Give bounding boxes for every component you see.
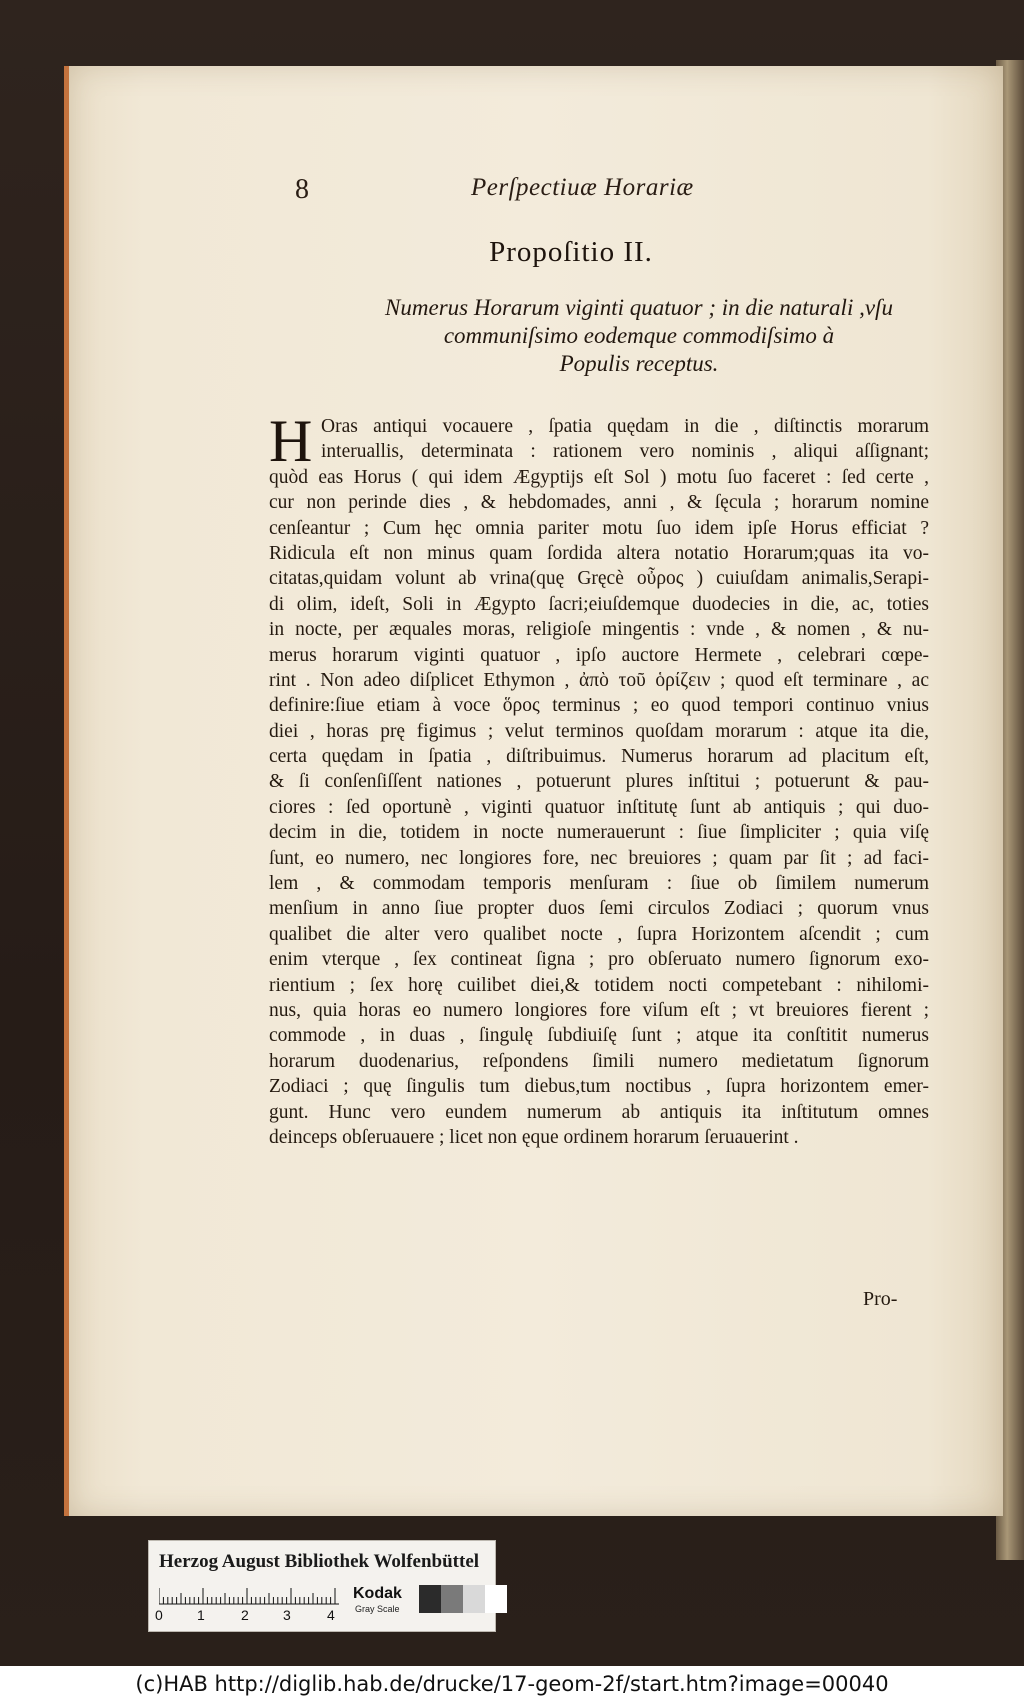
catchword: Pro- bbox=[863, 1288, 898, 1310]
ruler-number: 0 bbox=[155, 1607, 163, 1623]
text-line: Zodiaci ; quę ſingulis tum diebus,tum noctibus , ſupra horizontem emer- bbox=[269, 1076, 929, 1098]
text-line: definire:ſiue etiam à voce ὅρος terminus ; eo quod tempori continuo vnius bbox=[269, 695, 929, 717]
library-name: Herzog August Bibliothek Wolfenbüttel bbox=[159, 1551, 480, 1572]
ruler-number: 1 bbox=[197, 1607, 205, 1623]
proposition-title: Propoſitio II. bbox=[489, 236, 653, 268]
subtitle-line: communiſsimo eodemque commodiſsimo à bbox=[443, 323, 835, 348]
subtitle-line: Numerus Horarum viginti quatuor ; in die naturali ,vſu bbox=[385, 295, 893, 320]
text-line: horarum duodenarius, reſpondens ſimili numero medietatum ſignorum bbox=[269, 1050, 929, 1072]
text-line: menſium in anno ſiue propter duos ſemi circulos Zodiaci ; quorum vnus bbox=[269, 898, 929, 920]
text-line: commode , in duas , ſingulę ſubdiuiſę ſunt ; atque ita conſtitit numerus bbox=[269, 1025, 929, 1047]
kodak-logo: Kodak bbox=[353, 1585, 402, 1602]
ruler-number: 4 bbox=[327, 1607, 335, 1623]
body-text bbox=[269, 408, 929, 1150]
text-line: deinceps obſeruauere ; licet non ęque ordinem horarum ſeruauerint . bbox=[269, 1126, 799, 1148]
ruler-number: 3 bbox=[283, 1607, 291, 1623]
gray-patch bbox=[463, 1585, 485, 1613]
gray-scale-patches bbox=[419, 1585, 507, 1613]
text-line: qualibet die alter vero qualibet nocte , ſupra Horizontem aſcendit ; cum bbox=[269, 923, 929, 945]
text-line: quòd eas Horus ( qui idem Ægyptijs eſt Sol ) motu ſuo faceret : ſed certe , bbox=[269, 466, 929, 488]
text-line: enim vterque , ſex contineat ſigna ; pro obſeruato numero ſignorum exo- bbox=[269, 949, 929, 971]
gray-patch bbox=[485, 1585, 507, 1613]
book-page bbox=[64, 66, 1003, 1516]
text-line: gunt. Hunc vero eundem numerum ab antiquis ita inſtitutum omnes bbox=[269, 1101, 929, 1123]
proposition-subtitle bbox=[269, 294, 1009, 378]
gray-patch bbox=[441, 1585, 463, 1613]
text-line: & ſi conſenſiſſent nationes , potuerunt plures inſtitui ; potuerunt & pau- bbox=[269, 771, 929, 793]
text-line: ſunt, eo numero, nec longiores fore, nec breuiores ; quam par ſit ; ad faci- bbox=[269, 847, 929, 869]
text-line: di olim, ideſt, Soli in Ægypto ſacri;eiuſdemque duodecies in die, ac, toties bbox=[269, 593, 929, 615]
running-head: Perſpectiuæ Horariæ bbox=[471, 174, 694, 201]
drop-cap-initial: H bbox=[269, 408, 313, 474]
text-line: nus, quia horas eo numero longiores fore viſum eſt ; vt breuiores fierent ; bbox=[269, 999, 929, 1021]
text-line: rint . Non adeo diſplicet Ethymon , ἀπὸ τοῦ ὁρίζειν ; quod eſt terminare , ac bbox=[269, 669, 929, 691]
text-line: lem , & commodam temporis menſuram : ſiue ob ſimilem numerum bbox=[269, 873, 929, 895]
text-line: citatas,quidam volunt ab vrina(quę Gręcè οὖρος ) cuiuſdam animalis,Serapi- bbox=[269, 568, 929, 590]
text-line: diei , horas prę figimus ; velut terminos quoſdam morarum : atque ita die, bbox=[269, 720, 929, 742]
library-color-target-label bbox=[148, 1540, 496, 1632]
subtitle-line: Populis receptus. bbox=[559, 351, 719, 376]
text-line: rientium ; ſex horę cuilibet diei,& totidem nocti competebant : nihilomi- bbox=[269, 974, 929, 996]
text-line: Ridicula eſt non minus quam ſordida altera notatio Horarum;quas ita vo- bbox=[269, 542, 929, 564]
page-number: 8 bbox=[295, 174, 309, 205]
text-line: cenſeantur ; Cum hęc omnia pariter motu ſuo idem ipſe Horus efficiat ? bbox=[269, 517, 929, 539]
copyright-url-text: (c)HAB http://diglib.hab.de/drucke/17-geom-2f/start.htm?image=00040 bbox=[135, 1672, 889, 1696]
copyright-footer bbox=[0, 1666, 1024, 1705]
text-line: Oras antiqui vocauere , ſpatia quędam in die , diſtinctis morarum bbox=[321, 416, 929, 437]
ruler-number: 2 bbox=[241, 1607, 249, 1623]
text-line: decim in die, totidem in nocte numerauerunt : ſiue ſimpliciter ; quia viſę bbox=[269, 822, 929, 844]
text-line: cur non perinde dies , & hebdomades, anni , & ſęcula ; horarum nomine bbox=[269, 492, 929, 514]
text-line: merus horarum viginti quatuor , ipſo auctore Hermete , celebrari cœpe- bbox=[269, 644, 929, 666]
text-line: in nocte, per æquales moras, religioſe mingentis : vnde , & nomen , & nu- bbox=[269, 619, 929, 641]
scale-ruler bbox=[159, 1587, 339, 1605]
gray-patch bbox=[419, 1585, 441, 1613]
text-line: ciores : ſed oportunè , viginti quatuor inſtitutę ſunt ab antiquis ; qui duo- bbox=[269, 796, 929, 818]
gray-scale-caption: Gray Scale bbox=[355, 1604, 400, 1614]
text-line: certa quędam in ſpatia , diſtribuimus. Numerus horarum ad placitum eſt, bbox=[269, 746, 929, 768]
text-line: interuallis, determinata : rationem vero nominis , aliqui aſſignant; bbox=[321, 441, 929, 463]
